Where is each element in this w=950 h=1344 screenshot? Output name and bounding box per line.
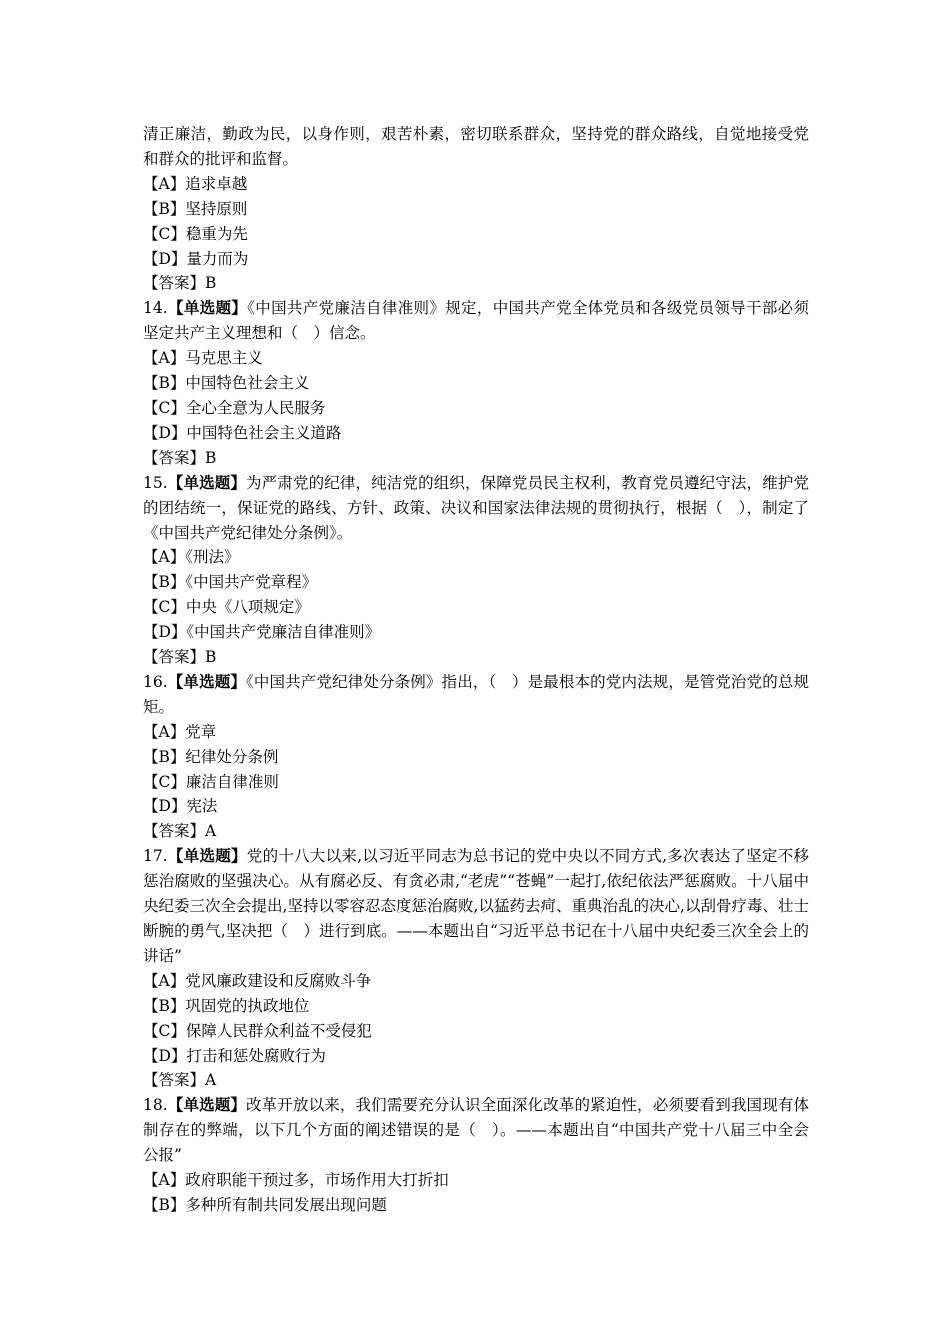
document-page xyxy=(143,122,809,1218)
question-type: 【单选题】 xyxy=(167,671,246,691)
option-a: 【A】党风廉政建设和反腐败斗争 xyxy=(143,971,372,990)
question-number: 14. xyxy=(143,299,168,318)
question-number: 17. xyxy=(143,847,168,866)
question-stem xyxy=(143,1093,809,1168)
option-d: 【D】打击和惩处腐败行为 xyxy=(143,1046,326,1065)
question-text: 改革开放以来，我们需要充分认识全面深化改革的紧迫性，必须要看到我国现有体制存在的弊端，以下几个方面的阐述错误的是（ ）。——本题出自“中国共产党十八届三中全会公报” xyxy=(143,1096,809,1165)
option-c: 【C】全心全意为人民服务 xyxy=(143,398,326,417)
option-b: 【B】纪律处分条例 xyxy=(143,747,279,766)
answer-line: 【答案】B xyxy=(143,448,217,467)
option-b: 【B】中国特色社会主义 xyxy=(143,374,310,393)
question-stem xyxy=(143,670,809,720)
option-a: 【A】追求卓越 xyxy=(143,174,248,193)
option-d: 【D】宪法 xyxy=(143,797,218,816)
question-text: 党的十八大以来,以习近平同志为总书记的党中央以不同方式,多次表达了坚定不移惩治腐败的坚强决心。从有腐必反、有贪必肃,“老虎”“苍蝇”一起打,依纪依法严惩腐败。十八届中央纪委三次全会提出,坚持以零容忍态度惩治腐败,以猛药去疴、重典治乱的决心,以刮骨疗毒、壮士断腕的勇气,坚决把（ ）进行到底。——本题出自“习近平总书记在十八届中央纪委三次全会上的讲话” xyxy=(143,847,809,965)
option-d: 【D】量力而为 xyxy=(143,249,249,268)
question-stem xyxy=(143,471,809,546)
question-text: 《中国共产党廉洁自律准则》规定，中国共产党全体党员和各级党员领导干部必须坚定共产主义理想和（ ）信念。 xyxy=(143,299,809,343)
option-c: 【C】中央《八项规定》 xyxy=(143,598,310,617)
question-type: 【单选题】 xyxy=(167,846,247,866)
question-13-continued xyxy=(143,122,809,296)
option-b: 【B】《中国共产党章程》 xyxy=(143,573,318,592)
question-number: 16. xyxy=(143,672,168,691)
question-14 xyxy=(143,296,809,470)
question-number: 15. xyxy=(143,473,168,492)
option-a: 【A】政府职能干预过多，市场作用大打折扣 xyxy=(143,1171,449,1190)
question-15 xyxy=(143,471,809,670)
question-17 xyxy=(143,844,809,1093)
option-c: 【C】保障人民群众利益不受侵犯 xyxy=(143,1021,372,1040)
answer-line: 【答案】B xyxy=(143,274,217,293)
question-16 xyxy=(143,670,809,844)
question-number: 18. xyxy=(143,1096,168,1115)
question-text: 为严肃党的纪律，纯洁党的组织，保障党员民主权利，教育党员遵纪守法，维护党的团结统一，保证党的路线、方针、政策、决议和国家法律法规的贯彻执行，根据（ ），制定了《中国共产党纪律处分条例》。 xyxy=(143,473,809,542)
question-stem xyxy=(143,296,809,346)
option-b: 【B】坚持原则 xyxy=(143,199,248,218)
option-d: 【D】《中国共产党廉洁自律准则》 xyxy=(143,623,381,642)
question-18 xyxy=(143,1093,809,1218)
option-a: 【A】《刑法》 xyxy=(143,548,240,567)
question-type: 【单选题】 xyxy=(167,298,248,318)
answer-line: 【答案】B xyxy=(143,648,217,667)
option-c: 【C】廉洁自律准则 xyxy=(143,772,279,791)
question-stem xyxy=(143,844,809,969)
option-c: 【C】稳重为先 xyxy=(143,224,248,243)
question-text: 《中国共产党纪律处分条例》指出，（ ）是最根本的党内法规，是管党治党的总规矩。 xyxy=(143,672,809,716)
question-stem: 清正廉洁，勤政为民，以身作则，艰苦朴素，密切联系群众，坚持党的群众路线，自觉地接受党和群众的批评和监督。 xyxy=(143,125,809,168)
option-b: 【B】多种所有制共同发展出现问题 xyxy=(143,1195,387,1214)
option-a: 【A】马克思主义 xyxy=(143,349,263,368)
option-a: 【A】党章 xyxy=(143,722,217,741)
question-type: 【单选题】 xyxy=(167,1095,247,1115)
question-type: 【单选题】 xyxy=(167,472,247,492)
answer-line: 【答案】A xyxy=(143,822,217,841)
option-b: 【B】巩固党的执政地位 xyxy=(143,996,310,1015)
option-d: 【D】中国特色社会主义道路 xyxy=(143,423,342,442)
answer-line: 【答案】A xyxy=(143,1071,217,1090)
